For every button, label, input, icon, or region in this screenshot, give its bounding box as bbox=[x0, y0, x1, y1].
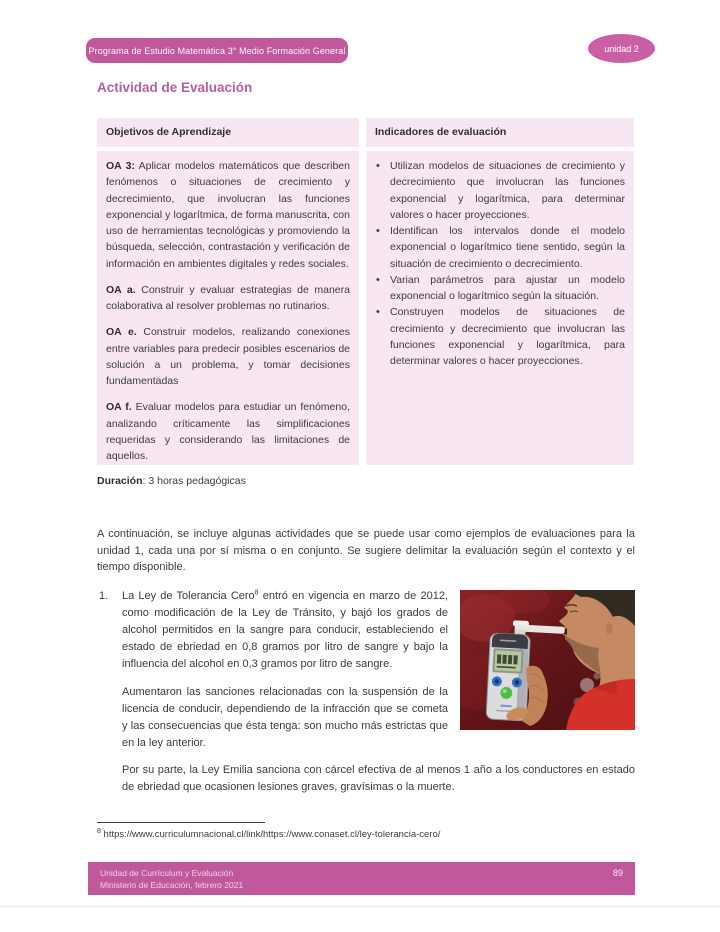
footer-org-line1: Unidad de Currículum y Evaluación bbox=[100, 868, 234, 878]
duration-value: : 3 horas pedagógicas bbox=[142, 475, 246, 487]
objectives-header-cell: Objetivos de Aprendizaje bbox=[97, 118, 359, 147]
footer-page-number: 89 bbox=[612, 868, 623, 878]
duration-label: Duración bbox=[97, 475, 143, 487]
duration-line bbox=[97, 475, 246, 487]
activity-paragraph-3: Por su parte, la Ley Emilia sanciona con cárcel efectiva de al menos 1 año a los conductores en estado de ebriedad que ocasionen lesiones graves, gravísimas o la muerte. bbox=[122, 764, 635, 794]
page-footer bbox=[88, 862, 635, 895]
activity-item-1 bbox=[97, 588, 635, 807]
page-title: Actividad de Evaluación bbox=[97, 80, 253, 95]
activity-paragraph-1: La Ley de Tolerancia Cero$^8$ entró en vigencia en marzo de 2012, como modificación de la Ley de Tránsito, y bajó los grados de alcohol permitidos en la sangre para conducir, estableciendo el estado de ebriedad en 0,8 gramos por litro de sangre y bajo la influencia del alcohol en 0,3 gramos por litro de sangre. bbox=[122, 589, 448, 670]
footnote-number: 8 bbox=[97, 827, 101, 835]
oa-table bbox=[97, 118, 634, 465]
breathalyzer-photo-illustration bbox=[460, 590, 635, 730]
activity-item-number: 1. bbox=[99, 590, 109, 602]
objectives-cell bbox=[97, 151, 359, 465]
objective-oa-a: OA a. Construir y evaluar estrategias de manera colaborativa al resolver problemas no rutinarios. bbox=[106, 283, 350, 313]
footnote-reference-8: 8 bbox=[254, 589, 259, 597]
indicator-item-1: • Utilizan modelos de situaciones de crecimiento y decrecimiento que involucran las funciones exponencial y logarítmica, para determinar valores o hacer proyecciones. bbox=[375, 158, 625, 223]
footnote-divider bbox=[97, 822, 265, 823]
indicator-item-2: • Identifican los intervalos donde el modelo exponencial o logarítmico tiene sentido, según la situación de crecimiento o decrecimiento. bbox=[375, 223, 625, 272]
unit-badge-label: unidad 2 bbox=[604, 43, 639, 54]
unit-badge bbox=[588, 34, 655, 63]
objective-oa3-code: OA 3: bbox=[106, 160, 135, 172]
indicators-list bbox=[375, 158, 625, 369]
indicator-item-3: • Varian parámetros para ajustar un modelo exponencial o logarítmico según la situación. bbox=[375, 272, 625, 305]
intro-paragraph: A continuación, se incluye algunas actividades que se puede usar como ejemplos de evaluaciones para la unidad 1, cada una por sí misma o en conjunto. Se sugiere delimitar la evaluación según el contexto y el tiempo disponible. bbox=[97, 528, 635, 574]
footer-org-line2: Ministerio de Educación, febrero 2021 bbox=[100, 880, 244, 891]
activity-item-body bbox=[122, 588, 635, 796]
objective-oa-e: OA e. Construir modelos, realizando conexiones entre variables para predecir posibles escenarios de solución a un problema, y tomar decisiones fundamentadas bbox=[106, 326, 350, 388]
objective-oa-e-code: OA e. bbox=[106, 326, 137, 339]
activity-paragraph-2: Aumentaron las sanciones relacionadas con la suspensión de la licencia de conducir, dependiendo de la infracción que se cometa y las consecuencias que ésta tenga: son mucho más estrictas que en la ley anterior. bbox=[122, 685, 448, 749]
program-badge bbox=[86, 38, 348, 63]
indicators-header-cell: Indicadores de evaluación bbox=[366, 118, 634, 147]
indicators-cell bbox=[366, 151, 634, 465]
footnote bbox=[97, 828, 617, 841]
objective-oa3: OA 3: Aplicar modelos matemáticos que describen fenómenos o situaciones de crecimiento y decrecimiento, que involucran las funciones exponencial y logarítmica, de forma manuscrita, con uso de herramientas tecnológicas y promoviendo la búsqueda, selección, contrastación y verificación de información en ambientes digitales y redes sociales. bbox=[106, 160, 350, 270]
breathalyzer-photo bbox=[460, 590, 635, 730]
indicator-item-4: • Construyen modelos de situaciones de crecimiento y decrecimiento que involucran las funciones exponencial y logarítmica, para determinar valores o hacer proyecciones. bbox=[375, 304, 625, 369]
objective-oa-f: OA f. Evaluar modelos para estudiar un fenómeno, analizando críticamente las simplificaciones requeridas y considerando las limitaciones de aquellos. bbox=[106, 401, 350, 463]
objective-oa-a-code: OA a. bbox=[106, 283, 136, 296]
program-badge-label: Programa de Estudio Matemática 3° Medio Formación General bbox=[88, 45, 346, 56]
footnote-url: https://www.curriculumnacional.cl/link/https://www.conaset.cl/ley-tolerancia-cero/ bbox=[100, 829, 441, 840]
objective-oa-f-code: OA f. bbox=[106, 401, 132, 414]
page-bottom-edge bbox=[0, 905, 720, 908]
